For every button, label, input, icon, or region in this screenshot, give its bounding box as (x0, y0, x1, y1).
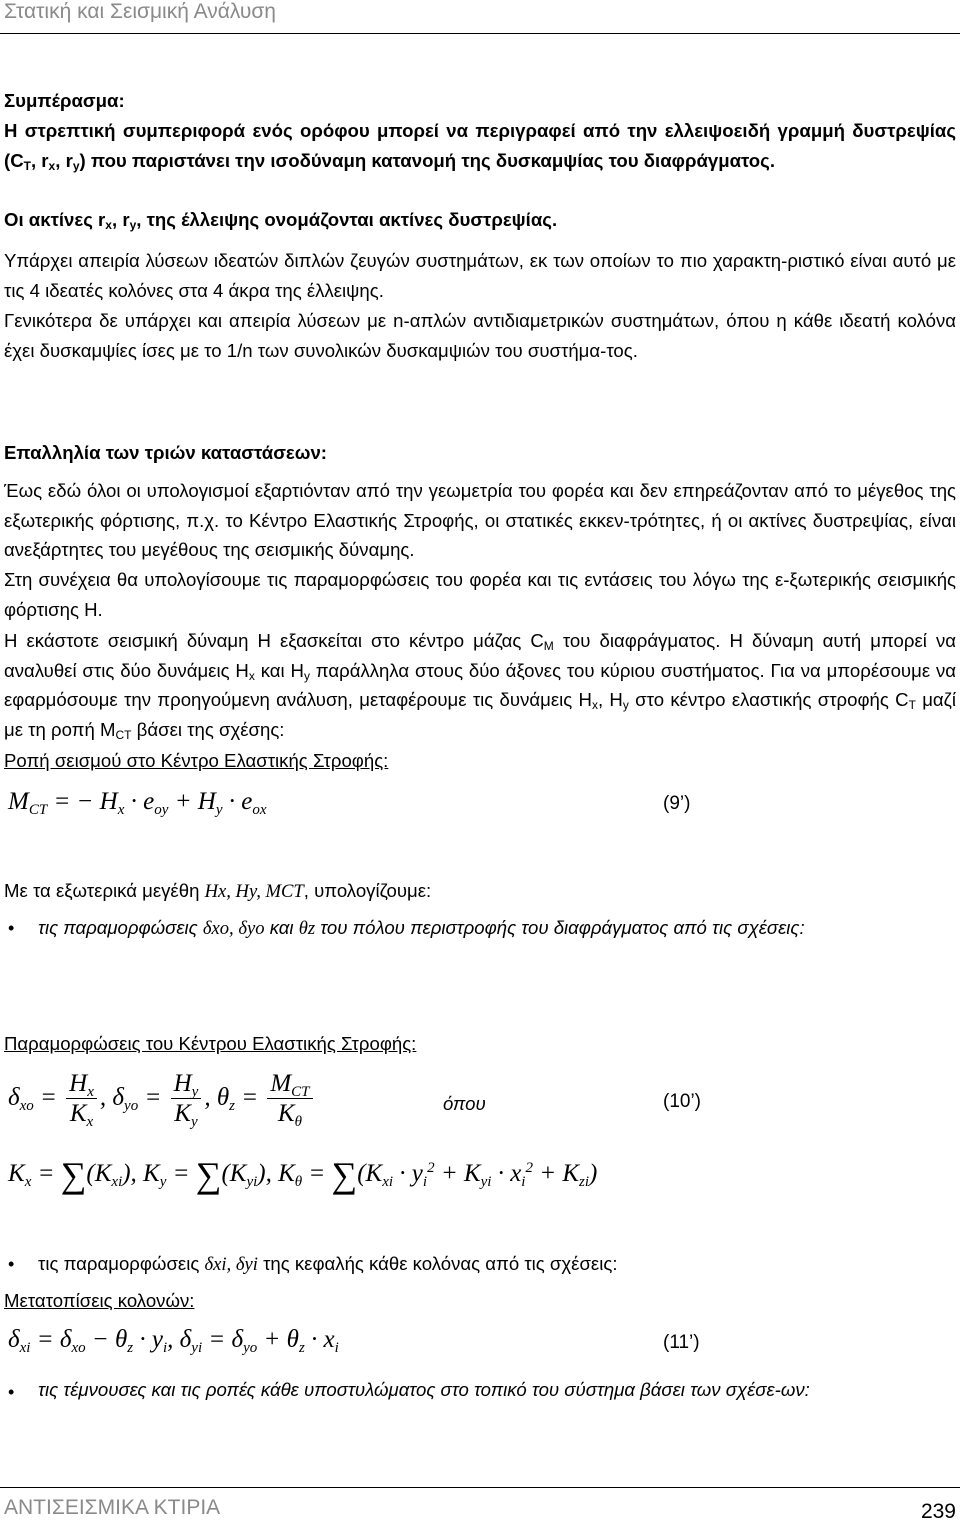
conclusion-paragraph-4: Γενικότερα δε υπάρχει και απειρία λύσεων με n-απλών αντιδιαμετρικών συστημάτων, όπου η κάθε ιδεατή κολόνα έχει δυσκαμψίες ίσες με το 1/n των συνολικών δυσκαμψιών του συστήμα-τος. (4, 310, 956, 361)
deformations-heading: Παραμορφώσεις του Κέντρου Ελαστικής Στροφής: (4, 1033, 417, 1054)
superposition-paragraph-2: Στη συνέχεια θα υπολογίσουμε τις παραμορφώσεις του φορέα και τις εντάσεις του λόγω της ε-ξωτερικής σεισμικής φόρτισης H. (4, 569, 956, 620)
superposition-heading: Επαλληλία των τριών καταστάσεων: (4, 442, 327, 463)
superposition-paragraph-3: Η εκάστοτε σεισμική δύναμη H εξασκείται στο κέντρο μάζας $C_M$ του διαφράγματος. Η δύναμη αυτή μπορεί να αναλυθεί στις δύο δυνάμεις $H_x$ και $H_y$ παράλληλα στους δύο άξονες του κύριου συστήματος. Για να μπορέσουμε να εφαρμόσουμε την προηγούμενη ανάλυση, μεταφέρουμε τις δυνάμεις $H_x$, $H_y$ στο κέντρο ελαστικής στροφής $C_T$ μαζί με τη ροπή $M_{CT}$ βάσει της σχέσης: (4, 630, 957, 742)
running-header-title: Στατική και Σεισμική Ανάλυση (4, 0, 276, 23)
equation-11-number: (11’) (663, 1332, 700, 1353)
equation-9: $M_{CT}$ = − $H_x \cdot e_{oy} + H_y \cdot e_{ox}$ (8, 788, 267, 818)
equation-10a: $\delta_{xo}$ = $\frac{H_x}{K_x}$ , $\delta_{yo}$ = $\frac{H_y}{K_y}$ , $\theta_z$ = $\frac{M_{CT}}{K_\theta}$ (8, 1070, 316, 1129)
displacements-heading: Μετατοπίσεις κολονών: (4, 1290, 195, 1311)
header-divider (0, 33, 960, 34)
bullet-3-text: τις τέμνουσες και τις ροπές κάθε υποστυλώματος στο τοπικό του σύστημα βάσει των σχέσε-ων: (38, 1379, 810, 1400)
conclusion-paragraph-1: Η στρεπτική συμπεριφορά ενός ορόφου μπορεί να περιγραφεί από την ελλειψοειδή γραμμή δυστρεψίας ($C_T$, $r_x$, $r_y$) που παριστάνει την ισοδύναμη κατανομή της δυσκαμψίας του διαφράγματος. (4, 120, 956, 173)
bullet-marker-3: • (8, 1382, 15, 1402)
page-number: 239 (920, 1500, 956, 1523)
superposition-paragraph-1: Έως εδώ όλοι οι υπολογισμοί εξαρτιόνταν από την γεωμετρία του φορέα και δεν επηρεάζονταν από το μέγεθος της εξωτερικής φόρτισης, π.χ. το Κέντρο Ελαστικής Στροφής, οι στατικές εκκεν-τρότητες, ή οι ακτίνες δυστρεψίας, είναι ανεξάρτητες του μεγέθους της σεισμικής δύναμης. (4, 480, 956, 560)
bullet-2-text: τις παραμορφώσεις δxi, δyi της κεφαλής κάθε κολόνας από τις σχέσεις: (38, 1253, 618, 1275)
footer-divider (0, 1487, 960, 1488)
bullet-1-text: τις παραμορφώσεις δxo, δyo και θz του πόλου περιστροφής του διαφράγματος από τις σχέσεις: (38, 917, 805, 939)
equation-11: $\delta_{xi} = \delta_{xo} - \theta_z \cdot y_i$, $\delta_{yi} = \delta_{yo} + \theta_z \cdot x_i$ (8, 1326, 339, 1356)
moment-heading: Ροπή σεισμού στο Κέντρο Ελαστικής Στροφής: (4, 750, 389, 771)
bullet-marker-2: • (8, 1254, 15, 1274)
conclusion-heading: Συμπέρασμα: (4, 90, 125, 111)
bullet-marker-1: • (8, 918, 15, 938)
conclusion-paragraph-2: Οι ακτίνες $r_x$, $r_y$, της έλλειψης ονομάζονται ακτίνες δυστρεψίας. (4, 209, 558, 232)
running-footer-title: ΑΝΤΙΣΕΙΣΜΙΚΑ ΚΤΙΡΙΑ (4, 1496, 221, 1519)
equation-9-number: (9’) (663, 793, 691, 814)
equation-10b: $K_x = \sum(K_{xi})$, $K_y = \sum(K_{yi})$, $K_\theta = \sum(K_{xi} \cdot y_i^2 + K_{yi} \cdot x_i^2 + K_{zi})$ (8, 1155, 598, 1195)
where-label: όπου (443, 1093, 486, 1114)
conclusion-paragraph-3: Υπάρχει απειρία λύσεων ιδεατών διπλών ζευγών συστημάτων, εκ των οποίων το πιο χαρακτη-ριστικό είναι αυτό με τις 4 ιδεατές κολόνες στα 4 άκρα της έλλειψης. (4, 250, 956, 301)
equation-10-number: (10’) (663, 1091, 702, 1112)
moment-intro: Με τα εξωτερικά μεγέθη Hx, Hy, MCT, υπολογίζουμε: (4, 880, 432, 902)
